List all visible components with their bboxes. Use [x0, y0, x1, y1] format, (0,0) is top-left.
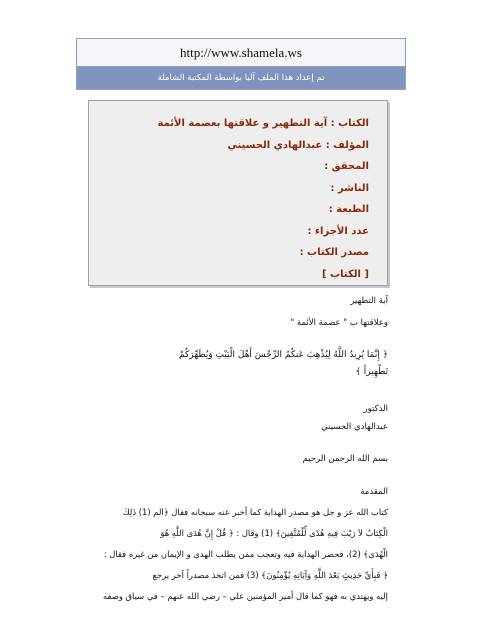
- edition-label: الطبعة :: [328, 204, 369, 215]
- verse-line1: ﴿ إِنَّمَا يُرِيدُ اللَّهُ لِيُذْهِبَ عَنكُمُ الرِّجْسَ أَهْلَ الْبَيْتِ وَيُطَهِّرَكُمْ: [179, 350, 388, 360]
- parts-label: عدد الأجزاء :: [307, 225, 369, 237]
- book-title-row: [89, 113, 369, 135]
- author-value: عبدالهادي الحسيني: [227, 139, 323, 151]
- parts-row: [89, 221, 369, 243]
- intro-line: إليه ويهتدي به فهو كما قال أمير المؤمنين علي – رضي الله عنهم – في سياق وصفه: [103, 591, 388, 601]
- basmala: بسم الله الرحمن الرحيم: [302, 454, 388, 464]
- book-title-value: آية التطهير و علاقتها بعصمة الأئمة: [157, 118, 328, 129]
- kitab-label: [ الكتاب ]: [322, 268, 369, 280]
- intro-line: ﴿ فَبِأَيِّ حَدِيثٍ بَعْدَ اللَّهِ وَآيَاتِهِ يُؤْمِنُونَ﴾ (3) فمن اتخذ مصدراً آخر يرجع: [152, 570, 388, 580]
- verse-line2: تَطْهِيراً ﴾: [355, 367, 388, 377]
- source-row: [89, 242, 369, 264]
- source-url[interactable]: http://www.shamela.ws: [77, 39, 405, 67]
- intro-paragraph: [92, 502, 388, 607]
- editor-row: [89, 156, 369, 178]
- publisher-label: الناشر :: [330, 182, 369, 194]
- generation-note: تم إعداد هذا الملف آليا بواسطة المكتبة الشاملة: [77, 67, 405, 89]
- author-name: عبدالهادي الحسيني: [321, 422, 388, 432]
- editor-label: المحقق :: [324, 161, 369, 172]
- book-title-line1: آية التطهير: [350, 296, 388, 306]
- intro-line: الْهُدَى﴾ (2)، فحصر الهداية فيه وتعجب ممن يطلب الهدى و الإيمان من غيره فقال :: [103, 549, 388, 559]
- author-row: [89, 135, 369, 157]
- source-header: [76, 38, 406, 90]
- kitab-row: [89, 264, 369, 286]
- source-label: مصدر الكتاب :: [299, 247, 369, 258]
- book-title-line2: وعلاقتها ب " عصمة الأئمة ": [290, 318, 388, 328]
- book-info-card: [88, 100, 388, 286]
- intro-line: كتاب الله عز و جل هو مصدر الهداية كما أخبر عنه سبحانه فقال ﴿الم (1) ذَلِكَ: [122, 507, 388, 517]
- edition-row: [89, 199, 369, 221]
- doctor-title: الدكتور: [363, 404, 388, 414]
- book-title-label: الكتاب :: [330, 118, 369, 129]
- publisher-row: [89, 178, 369, 200]
- intro-heading: المقدمة: [360, 487, 388, 497]
- intro-line: الْكِتَابُ لاَ رَيْبَ فِيهِ هُدًى لِّلْمُتَّقِينَ﴾ (1) وقال : ﴿ قُلْ إِنَّ هُدَى اللَّهِ هُوَ: [160, 528, 388, 538]
- author-label: المؤلف :: [325, 139, 369, 151]
